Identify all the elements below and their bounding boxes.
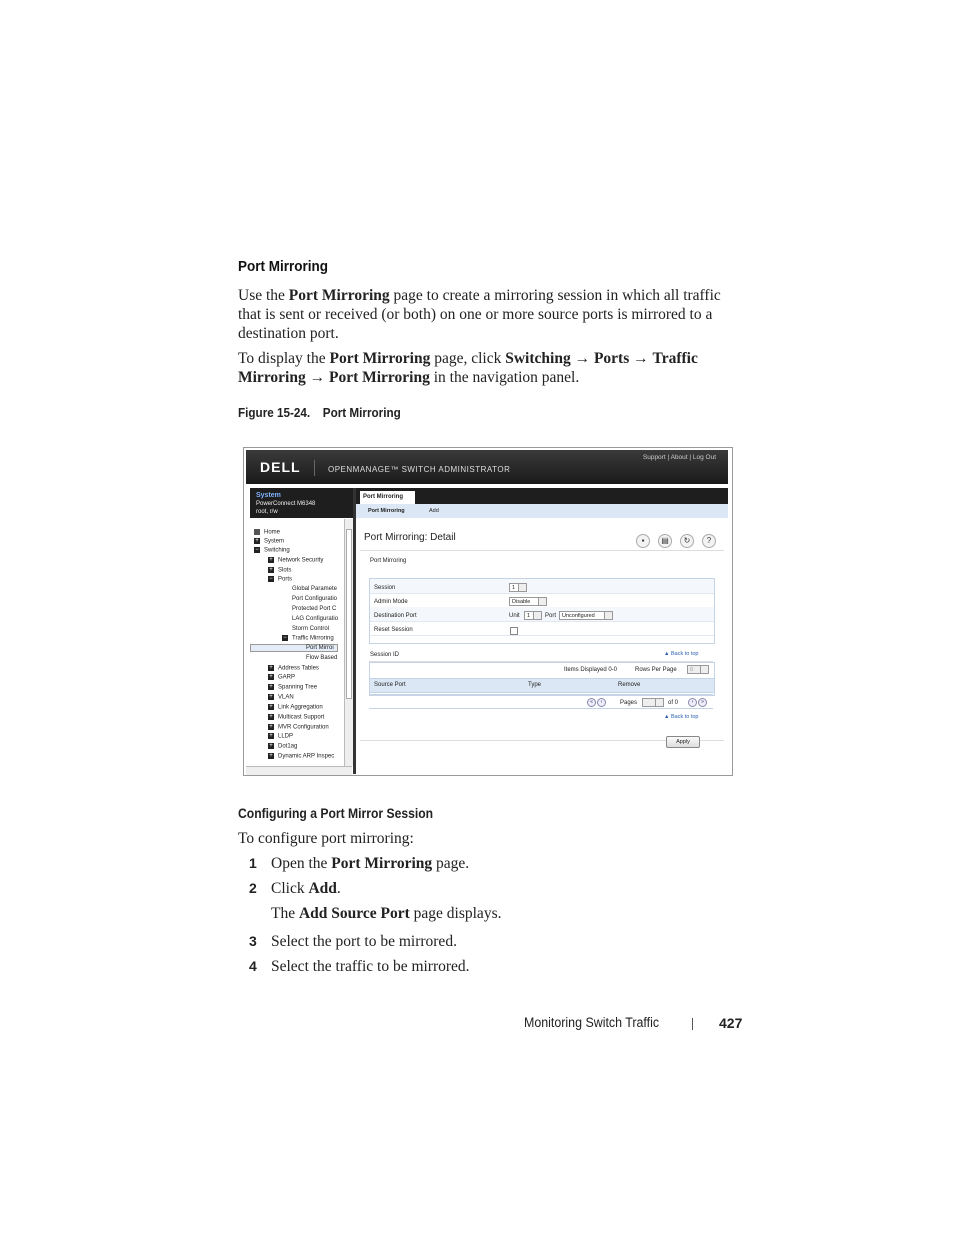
tree-item[interactable]: + LLDP xyxy=(269,733,294,740)
expand-icon: + xyxy=(269,753,273,759)
column-source-port[interactable]: Source Port xyxy=(374,682,406,688)
tree-item[interactable]: + MVR Configuration xyxy=(269,724,329,731)
expand-icon: + xyxy=(269,704,273,710)
tree-item[interactable]: LAG Configuratio xyxy=(292,616,339,622)
last-page-icon[interactable]: » xyxy=(698,698,707,707)
unit-label: Unit xyxy=(509,613,520,619)
tree-horizontal-scrollbar[interactable] xyxy=(246,766,352,775)
dell-logo: DELL xyxy=(260,459,301,475)
main-tab-bar xyxy=(356,488,728,504)
section-title: Port Mirroring xyxy=(238,258,328,275)
navigation-paragraph: To display the Port Mirroring page, click Switching → Ports → Traffic Mirroring → Port Mirroring in the navigation panel. xyxy=(238,350,698,386)
session-select[interactable]: 1 xyxy=(509,583,527,592)
refresh-icon[interactable]: ↻ xyxy=(680,534,694,548)
apply-button[interactable]: Apply xyxy=(666,736,700,748)
top-links[interactable]: Support | About | Log Out xyxy=(642,454,716,461)
expand-icon: + xyxy=(269,743,273,749)
expand-icon: + xyxy=(269,567,273,573)
expand-icon: + xyxy=(255,538,259,544)
group-label: Port Mirroring xyxy=(370,558,407,564)
page-title: Port Mirroring: Detail xyxy=(364,532,456,543)
subsection-title: Configuring a Port Mirror Session xyxy=(238,806,434,821)
destination-port-label: Destination Port xyxy=(374,613,417,619)
column-type[interactable]: Type xyxy=(528,682,542,688)
source-port-table xyxy=(369,662,715,696)
tree-item[interactable]: − Traffic Mirroring xyxy=(283,635,334,642)
expand-icon: + xyxy=(269,733,273,739)
subtab-port-mirroring[interactable]: Port Mirroring xyxy=(368,508,405,514)
items-displayed: Items Displayed 0-0 xyxy=(564,667,618,673)
subtab-add[interactable]: Add xyxy=(429,508,439,514)
unit-select[interactable]: 1 xyxy=(524,611,542,620)
tree-item[interactable]: + Link Aggregation xyxy=(269,704,323,711)
reset-session-label: Reset Session xyxy=(374,627,413,633)
divider xyxy=(360,550,724,551)
print-icon[interactable]: ▤ xyxy=(658,534,672,548)
tree-item[interactable]: Protected Port C xyxy=(292,606,337,612)
collapse-icon: − xyxy=(283,635,287,641)
page-number: 427 xyxy=(719,1015,743,1031)
pages-of: of 0 xyxy=(668,700,679,706)
steps-intro: To configure port mirroring: xyxy=(238,830,414,847)
expand-icon: + xyxy=(269,694,273,700)
tree-item[interactable]: − Switching xyxy=(255,547,290,554)
pages-label: Pages xyxy=(620,700,638,706)
expand-icon: + xyxy=(269,724,273,730)
tree-vertical-scrollbar[interactable] xyxy=(344,519,353,766)
home-icon xyxy=(254,529,260,535)
admin-mode-select[interactable]: Disable xyxy=(509,597,547,606)
divider xyxy=(369,708,713,709)
first-page-icon[interactable]: « xyxy=(587,698,596,707)
tree-item[interactable]: + Spanning Tree xyxy=(269,684,318,691)
admin-mode-label: Admin Mode xyxy=(374,599,408,605)
port-select[interactable]: Unconfigured xyxy=(559,611,613,620)
tree-item[interactable]: + Multicast Support xyxy=(269,714,325,721)
tree-item[interactable]: + Address Tables xyxy=(269,665,319,672)
sub-tab-bar xyxy=(356,504,728,518)
toolbar-icons xyxy=(628,530,716,548)
column-remove: Remove xyxy=(618,682,641,688)
next-page-icon[interactable]: › xyxy=(688,698,697,707)
figure-screenshot xyxy=(243,447,733,776)
system-info: System PowerConnect M6348 root, r/w xyxy=(250,488,353,518)
step-2: 2 Click Add. xyxy=(249,880,341,897)
figure-caption: Figure 15-24. Port Mirroring xyxy=(238,405,401,420)
tree-item[interactable]: − Ports xyxy=(269,576,293,583)
step-2-note: The Add Source Port page displays. xyxy=(271,905,502,922)
expand-icon: + xyxy=(269,714,273,720)
divider xyxy=(369,694,713,695)
app-header xyxy=(246,450,728,484)
step-4: 4 Select the traffic to be mirrored. xyxy=(249,958,470,975)
step-1: 1 Open the Port Mirroring page. xyxy=(249,855,470,872)
footer-divider xyxy=(692,1018,693,1030)
step-3: 3 Select the port to be mirrored. xyxy=(249,933,457,950)
collapse-icon: − xyxy=(255,547,259,553)
tree-item-home[interactable]: Home xyxy=(254,529,280,536)
row-session xyxy=(370,579,714,594)
port-mirroring-form xyxy=(369,578,715,644)
port-label: Port xyxy=(545,613,557,619)
tree-item[interactable]: + Network Security xyxy=(269,557,324,564)
help-icon[interactable]: ? xyxy=(702,534,716,548)
intro-paragraph: Use the Port Mirroring page to create a mirroring session in which all traffic that is sent or received (or both) on one or more source ports is mirrored to a destination port. xyxy=(238,287,721,342)
table-header xyxy=(370,678,714,693)
tree-item[interactable]: + Dot1ag xyxy=(269,743,298,750)
tree-item[interactable]: + VLAN xyxy=(269,694,294,701)
session-id-label: Session ID xyxy=(370,652,400,658)
tree-item[interactable]: Global Paramete xyxy=(292,586,338,592)
session-label: Session xyxy=(374,585,396,591)
tree-item[interactable]: + Slots xyxy=(269,567,292,574)
tree-item[interactable]: Storm Control xyxy=(292,626,330,632)
prev-page-icon[interactable]: ‹ xyxy=(597,698,606,707)
collapse-icon: − xyxy=(269,576,273,582)
save-icon[interactable]: ▪ xyxy=(636,534,650,548)
row-reset-session xyxy=(370,621,714,636)
navigation-tree xyxy=(250,519,345,766)
back-to-top-link[interactable]: ▲ Back to top xyxy=(664,651,699,657)
pages-input[interactable] xyxy=(642,698,664,707)
reset-session-checkbox[interactable] xyxy=(510,627,518,635)
expand-icon: + xyxy=(269,557,273,563)
rows-per-page-label: Rows Per Page xyxy=(635,667,677,673)
row-destination-port xyxy=(370,607,714,622)
expand-icon: + xyxy=(269,665,273,671)
rows-per-page-select[interactable]: 0 xyxy=(687,665,709,674)
back-to-top-link-2[interactable]: ▲ Back to top xyxy=(664,714,699,720)
tab-port-mirroring[interactable]: Port Mirroring xyxy=(360,491,415,504)
app-title: OPENMANAGE™ SWITCH ADMINISTRATOR xyxy=(328,465,511,474)
expand-icon: + xyxy=(269,674,273,680)
tree-item[interactable]: + GARP xyxy=(269,674,296,681)
main-content xyxy=(356,518,728,774)
tree-item[interactable]: + Dynamic ARP Inspec xyxy=(269,753,335,760)
expand-icon: + xyxy=(269,684,273,690)
tree-item-selected[interactable]: Port Mirroi xyxy=(250,644,338,652)
tree-item[interactable]: Flow Based xyxy=(306,655,338,661)
tree-item[interactable]: + System xyxy=(255,538,285,545)
footer-chapter: Monitoring Switch Traffic xyxy=(524,1015,660,1030)
scroll-thumb[interactable] xyxy=(346,529,352,699)
tree-item[interactable]: Port Configuratio xyxy=(292,596,338,602)
